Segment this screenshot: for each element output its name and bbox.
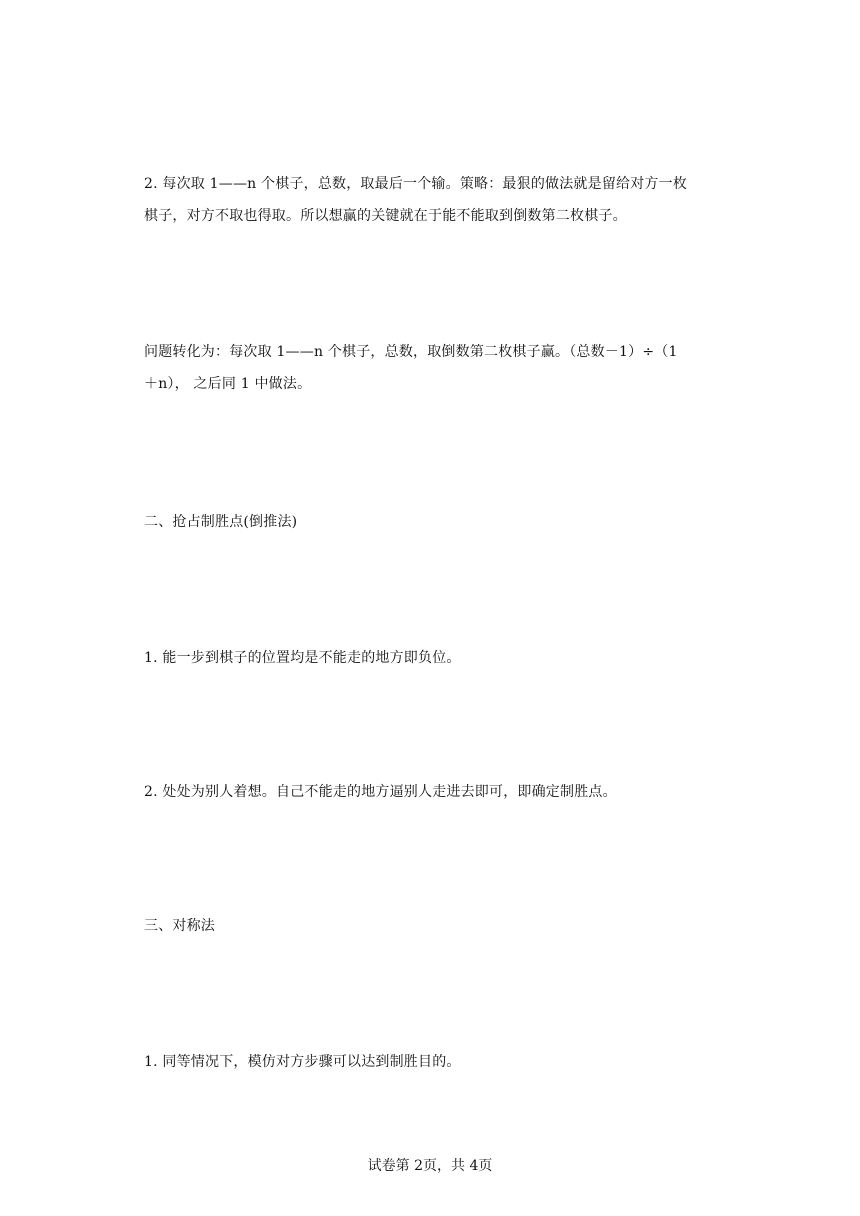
section-heading-winning-point: 二、抢占制胜点(倒推法) xyxy=(144,514,298,530)
paragraph-line: 问题转化为：每次取 1——n 个棋子，总数，取倒数第二枚棋子赢。（总数－1）÷（1 xyxy=(144,344,678,360)
paragraph-line: 棋子，对方不取也得取。所以想赢的关键就在于能不能取到倒数第二枚棋子。 xyxy=(144,208,627,224)
paragraph-problem-transformation xyxy=(144,336,720,400)
paragraph-take-last-loses xyxy=(144,168,720,232)
paragraph-losing-position: 1. 能一步到棋子的位置均是不能走的地方即负位。 xyxy=(144,650,461,666)
paragraph-imitate-opponent: 1. 同等情况下，模仿对方步骤可以达到制胜目的。 xyxy=(144,1054,461,1070)
paragraph-line: 2. 每次取 1——n 个棋子，总数，取最后一个输。策略：最狠的做法就是留给对方一枚 xyxy=(144,176,688,192)
section-heading-symmetry: 三、对称法 xyxy=(144,918,215,934)
page-footer: 试卷第 2页，共 4页 xyxy=(367,1158,493,1174)
paragraph-line: ＋n）， 之后同 1 中做法。 xyxy=(144,376,312,392)
paragraph-determine-winning-point: 2. 处处为别人着想。自己不能走的地方逼别人走进去即可，即确定制胜点。 xyxy=(144,784,617,800)
